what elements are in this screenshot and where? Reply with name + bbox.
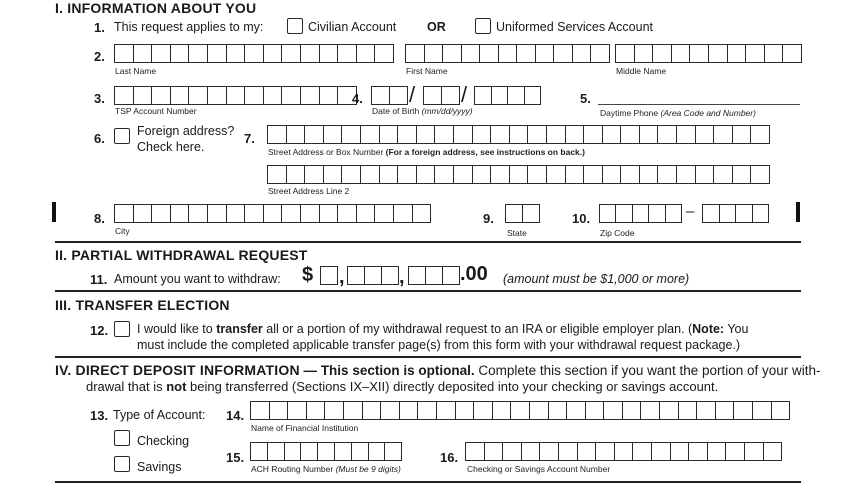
section-4-intro-line-2: drawal that is not being transferred (Sections IX–XII) directly deposited into your checking or savings account. [86,379,719,394]
character-box[interactable] [348,267,365,284]
character-box[interactable] [443,267,460,284]
character-box[interactable] [307,402,326,419]
character-box[interactable] [474,402,493,419]
section-divider-2 [55,290,801,292]
character-box[interactable] [493,402,512,419]
character-box[interactable] [363,402,382,419]
state-caption: State [507,228,527,238]
city-caption: City [115,226,130,236]
item-14-number: 14. [226,408,245,423]
civilian-account-checkbox[interactable] [287,18,303,34]
character-box[interactable] [418,402,437,419]
character-box[interactable] [726,443,745,460]
character-box[interactable] [671,443,690,460]
character-box[interactable] [320,45,339,62]
character-box[interactable] [171,45,190,62]
character-box[interactable] [716,402,735,419]
section-divider-4 [55,481,801,483]
character-box[interactable] [690,45,709,62]
character-box[interactable] [189,45,208,62]
character-box[interactable] [523,205,540,222]
routing-number-boxes[interactable] [250,442,402,461]
character-box[interactable] [344,402,363,419]
character-box[interactable] [591,45,610,62]
uniformed-services-label: Uniformed Services Account [496,20,654,34]
item-7-number: 7. [244,131,255,146]
character-box[interactable] [357,205,376,222]
section-4-heading: IV. DIRECT DEPOSIT INFORMATION [55,362,300,378]
character-box[interactable] [456,402,475,419]
character-box[interactable] [586,402,605,419]
character-box[interactable] [372,87,390,104]
character-box[interactable] [357,45,376,62]
character-box[interactable] [454,126,473,143]
character-box[interactable] [245,205,264,222]
character-box[interactable] [409,267,426,284]
character-box[interactable] [426,267,443,284]
character-box[interactable] [115,45,134,62]
character-box[interactable] [578,443,597,460]
character-box[interactable] [672,45,691,62]
character-box[interactable] [547,126,566,143]
character-box[interactable] [736,205,753,222]
character-box[interactable] [324,126,343,143]
character-box[interactable] [746,45,765,62]
character-box[interactable] [285,443,302,460]
checking-checkbox[interactable] [114,430,130,446]
character-box[interactable] [268,443,285,460]
comma-2: , [399,266,405,288]
item-15-number: 15. [226,450,245,465]
character-box[interactable] [352,443,369,460]
character-box[interactable] [301,45,320,62]
character-box[interactable] [517,45,536,62]
section-1-heading: I. INFORMATION ABOUT YOU [55,0,257,16]
first-name-caption: First Name [406,66,448,76]
character-box[interactable] [375,205,394,222]
character-box[interactable] [454,166,473,183]
last-name-boxes[interactable] [114,44,394,63]
dollar-sign: $ [302,264,314,286]
character-box[interactable] [573,45,592,62]
character-box[interactable] [134,87,153,104]
item-8-number: 8. [94,211,105,226]
character-box[interactable] [390,87,408,104]
character-box[interactable] [318,443,335,460]
cents-label: .00 [460,263,488,285]
section-4-heading-line: IV. DIRECT DEPOSIT INFORMATION — This section is optional. Complete this section if you want the portion of your with- [55,362,821,378]
character-box[interactable] [733,126,752,143]
character-box[interactable] [443,45,462,62]
character-box[interactable] [522,443,541,460]
character-box[interactable] [264,205,283,222]
character-box[interactable] [653,45,672,62]
account-number-caption: Checking or Savings Account Number [467,464,611,474]
transfer-election-checkbox[interactable] [114,321,130,337]
character-box[interactable] [381,402,400,419]
character-box[interactable] [462,45,481,62]
character-box[interactable] [400,402,419,419]
character-box[interactable] [633,443,652,460]
item-13-number: 13. [90,408,109,423]
item-3-number: 3. [94,91,105,106]
character-box[interactable] [772,402,791,419]
character-box[interactable] [134,45,153,62]
character-box[interactable] [208,205,227,222]
street-address-line2-caption: Street Address Line 2 [268,186,350,196]
item-9-number: 9. [483,211,494,226]
character-box[interactable] [171,205,190,222]
character-box[interactable] [480,45,499,62]
character-box[interactable] [152,87,171,104]
character-box[interactable] [245,45,264,62]
character-box[interactable] [466,443,485,460]
character-box[interactable] [268,166,287,183]
character-box[interactable] [566,126,585,143]
character-box[interactable] [783,45,802,62]
character-box[interactable] [635,45,654,62]
dob-month-boxes[interactable] [371,86,408,105]
item-4-number: 4. [352,91,363,106]
character-box[interactable] [473,126,492,143]
character-box[interactable] [369,443,386,460]
character-box[interactable] [301,205,320,222]
amount-thousands-boxes[interactable] [320,266,338,285]
character-box[interactable] [385,443,402,460]
account-number-boxes[interactable] [465,442,782,461]
character-box[interactable] [751,126,770,143]
character-box[interactable] [324,166,343,183]
character-box[interactable] [666,205,682,222]
foreign-address-label-1: Foreign address? [137,124,235,138]
character-box[interactable] [503,443,522,460]
character-box[interactable] [492,87,509,104]
character-box[interactable] [282,205,301,222]
character-box[interactable] [536,45,555,62]
character-box[interactable] [510,166,529,183]
character-box[interactable] [382,267,399,284]
character-box[interactable] [633,205,649,222]
character-box[interactable] [417,166,436,183]
character-box[interactable] [528,126,547,143]
character-box[interactable] [511,402,530,419]
zip-plus4-boxes[interactable] [702,204,769,223]
character-box[interactable] [753,205,770,222]
character-box[interactable] [282,45,301,62]
character-box[interactable] [753,402,772,419]
financial-institution-caption: Name of Financial Institution [251,423,359,433]
state-boxes[interactable] [505,204,540,223]
character-box[interactable] [301,443,318,460]
foreign-address-checkbox[interactable] [114,128,130,144]
character-box[interactable] [499,45,518,62]
character-box[interactable] [380,166,399,183]
character-box[interactable] [616,45,635,62]
character-box[interactable] [559,443,578,460]
character-box[interactable] [600,205,616,222]
character-box[interactable] [703,205,720,222]
character-box[interactable] [679,402,698,419]
civilian-account-label: Civilian Account [308,20,397,34]
character-box[interactable] [287,166,306,183]
character-box[interactable] [603,126,622,143]
character-box[interactable] [398,126,417,143]
character-box[interactable] [677,166,696,183]
character-box[interactable] [325,402,344,419]
item-1-number: 1. [94,20,105,35]
character-box[interactable] [584,126,603,143]
uniformed-services-checkbox[interactable] [475,18,491,34]
item-11-number: 11. [90,272,108,287]
item-1-label: This request applies to my: [114,20,264,34]
character-box[interactable] [398,166,417,183]
character-box[interactable] [189,205,208,222]
character-box[interactable] [603,166,622,183]
character-box[interactable] [751,166,770,183]
transfer-line-1: I would like to transfer all or a portion of my withdrawal request to an IRA or eligible employer plan. (Note: You [137,322,749,336]
character-box[interactable] [714,166,733,183]
character-box[interactable] [264,87,283,104]
character-box[interactable] [584,166,603,183]
amount-hundreds-boxes-1[interactable] [347,266,399,285]
character-box[interactable] [549,402,568,419]
daytime-phone-caption: Daytime Phone (Area Code and Number) [600,108,756,118]
section-3-heading: III. TRANSFER ELECTION [55,297,230,313]
character-box[interactable] [320,87,339,104]
item-6-number: 6. [94,131,105,146]
dob-day-boxes[interactable] [423,86,460,105]
character-box[interactable] [530,402,549,419]
character-box[interactable] [525,87,542,104]
zip-code-caption: Zip Code [600,228,635,238]
middle-name-caption: Middle Name [616,66,667,76]
character-box[interactable] [288,402,307,419]
middle-name-boxes[interactable] [615,44,802,63]
character-box[interactable] [616,205,632,222]
character-box[interactable] [380,126,399,143]
character-box[interactable] [689,443,708,460]
character-box[interactable] [473,166,492,183]
street-address-caption: Street Address or Box Number (For a foreign address, see instructions on back.) [268,147,585,157]
character-box[interactable] [623,402,642,419]
dob-caption: Date of Birth (mm/dd/yyyy) [372,106,473,116]
character-box[interactable] [658,126,677,143]
character-box[interactable] [677,126,696,143]
character-box[interactable] [708,443,727,460]
character-box[interactable] [660,402,679,419]
transfer-line-2: must include the completed applicable transfer page(s) from this form with your withdrawal request package.) [137,338,741,352]
character-box[interactable] [621,126,640,143]
character-box[interactable] [649,205,665,222]
character-box[interactable] [305,166,324,183]
character-box[interactable] [745,443,764,460]
street-address-line2-boxes[interactable] [267,165,770,184]
scan-marker-right [796,202,800,222]
character-box[interactable] [554,45,573,62]
tsp-account-caption: TSP Account Number [115,106,197,116]
character-box[interactable] [413,205,432,222]
character-box[interactable] [417,126,436,143]
character-box[interactable] [320,205,339,222]
character-box[interactable] [435,166,454,183]
savings-label: Savings [137,460,182,474]
character-box[interactable] [338,45,357,62]
character-box[interactable] [335,443,352,460]
last-name-caption: Last Name [115,66,157,76]
character-box[interactable] [268,126,287,143]
character-box[interactable] [171,87,190,104]
character-box[interactable] [566,166,585,183]
dob-year-boxes[interactable] [474,86,541,105]
character-box[interactable] [641,402,660,419]
character-box[interactable] [342,166,361,183]
item-12-number: 12. [90,323,109,338]
item-11-label: Amount you want to withdraw: [114,272,281,286]
character-box[interactable] [361,126,380,143]
character-box[interactable] [321,267,338,284]
character-box[interactable] [658,166,677,183]
character-box[interactable] [189,87,208,104]
character-box[interactable] [765,45,784,62]
character-box[interactable] [301,87,320,104]
character-box[interactable] [115,205,134,222]
character-box[interactable] [720,205,737,222]
character-box[interactable] [615,443,634,460]
tsp-account-boxes[interactable] [114,86,357,105]
character-box[interactable] [425,45,444,62]
character-box[interactable] [227,87,246,104]
character-box[interactable] [305,126,324,143]
dob-slash-2: / [461,82,468,107]
street-address-boxes[interactable] [267,125,770,144]
character-box[interactable] [696,166,715,183]
amount-hundreds-boxes-2[interactable] [408,266,460,285]
character-box[interactable] [442,87,460,104]
scan-marker-left [52,202,56,222]
character-box[interactable] [152,45,171,62]
section-divider-1 [55,241,801,243]
character-box[interactable] [338,205,357,222]
character-box[interactable] [734,402,753,419]
or-label: OR [427,20,446,34]
foreign-address-label-2: Check here. [137,140,205,154]
character-box[interactable] [714,126,733,143]
character-box[interactable] [485,443,504,460]
item-16-number: 16. [440,450,459,465]
character-box[interactable] [282,87,301,104]
character-box[interactable] [361,166,380,183]
daytime-phone-line[interactable] [598,104,800,105]
character-box[interactable] [251,402,270,419]
character-box[interactable] [652,443,671,460]
city-boxes[interactable] [114,204,431,223]
checking-label: Checking [137,434,190,448]
financial-institution-boxes[interactable] [250,401,790,420]
zip-dash: – [686,203,695,220]
character-box[interactable] [733,166,752,183]
character-box[interactable] [270,402,289,419]
character-box[interactable] [640,166,659,183]
character-box[interactable] [604,402,623,419]
character-box[interactable] [728,45,747,62]
character-box[interactable] [375,45,394,62]
character-box[interactable] [567,402,586,419]
routing-number-caption: ACH Routing Number (Must be 9 digits) [251,464,401,474]
character-box[interactable] [697,402,716,419]
item-2-number: 2. [94,49,105,64]
character-box[interactable] [596,443,615,460]
character-box[interactable] [264,45,283,62]
character-box[interactable] [424,87,442,104]
item-10-number: 10. [572,211,591,226]
character-box[interactable] [540,443,559,460]
character-box[interactable] [406,45,425,62]
character-box[interactable] [547,166,566,183]
character-box[interactable] [491,166,510,183]
amount-note: (amount must be $1,000 or more) [503,272,690,286]
character-box[interactable] [115,87,134,104]
comma-1: , [339,266,345,288]
character-box[interactable] [227,205,246,222]
character-box[interactable] [342,126,361,143]
character-box[interactable] [491,126,510,143]
character-box[interactable] [227,45,246,62]
character-box[interactable] [709,45,728,62]
character-box[interactable] [245,87,264,104]
character-box[interactable] [365,267,382,284]
section-2-heading: II. PARTIAL WITHDRAWAL REQUEST [55,247,308,263]
character-box[interactable] [134,205,153,222]
dob-slash-1: / [409,82,416,107]
character-box[interactable] [251,443,268,460]
character-box[interactable] [510,126,529,143]
character-box[interactable] [152,205,171,222]
character-box[interactable] [435,126,454,143]
character-box[interactable] [287,126,306,143]
character-box[interactable] [528,166,547,183]
character-box[interactable] [621,166,640,183]
item-5-number: 5. [580,91,591,106]
character-box[interactable] [475,87,492,104]
first-name-boxes[interactable] [405,44,610,63]
section-divider-3 [55,356,801,358]
account-type-label: Type of Account: [113,408,206,422]
character-box[interactable] [208,87,227,104]
character-box[interactable] [437,402,456,419]
character-box[interactable] [696,126,715,143]
character-box[interactable] [508,87,525,104]
savings-checkbox[interactable] [114,456,130,472]
character-box[interactable] [208,45,227,62]
character-box[interactable] [764,443,783,460]
character-box[interactable] [640,126,659,143]
character-box[interactable] [394,205,413,222]
character-box[interactable] [506,205,523,222]
zip-code-boxes[interactable] [599,204,682,223]
